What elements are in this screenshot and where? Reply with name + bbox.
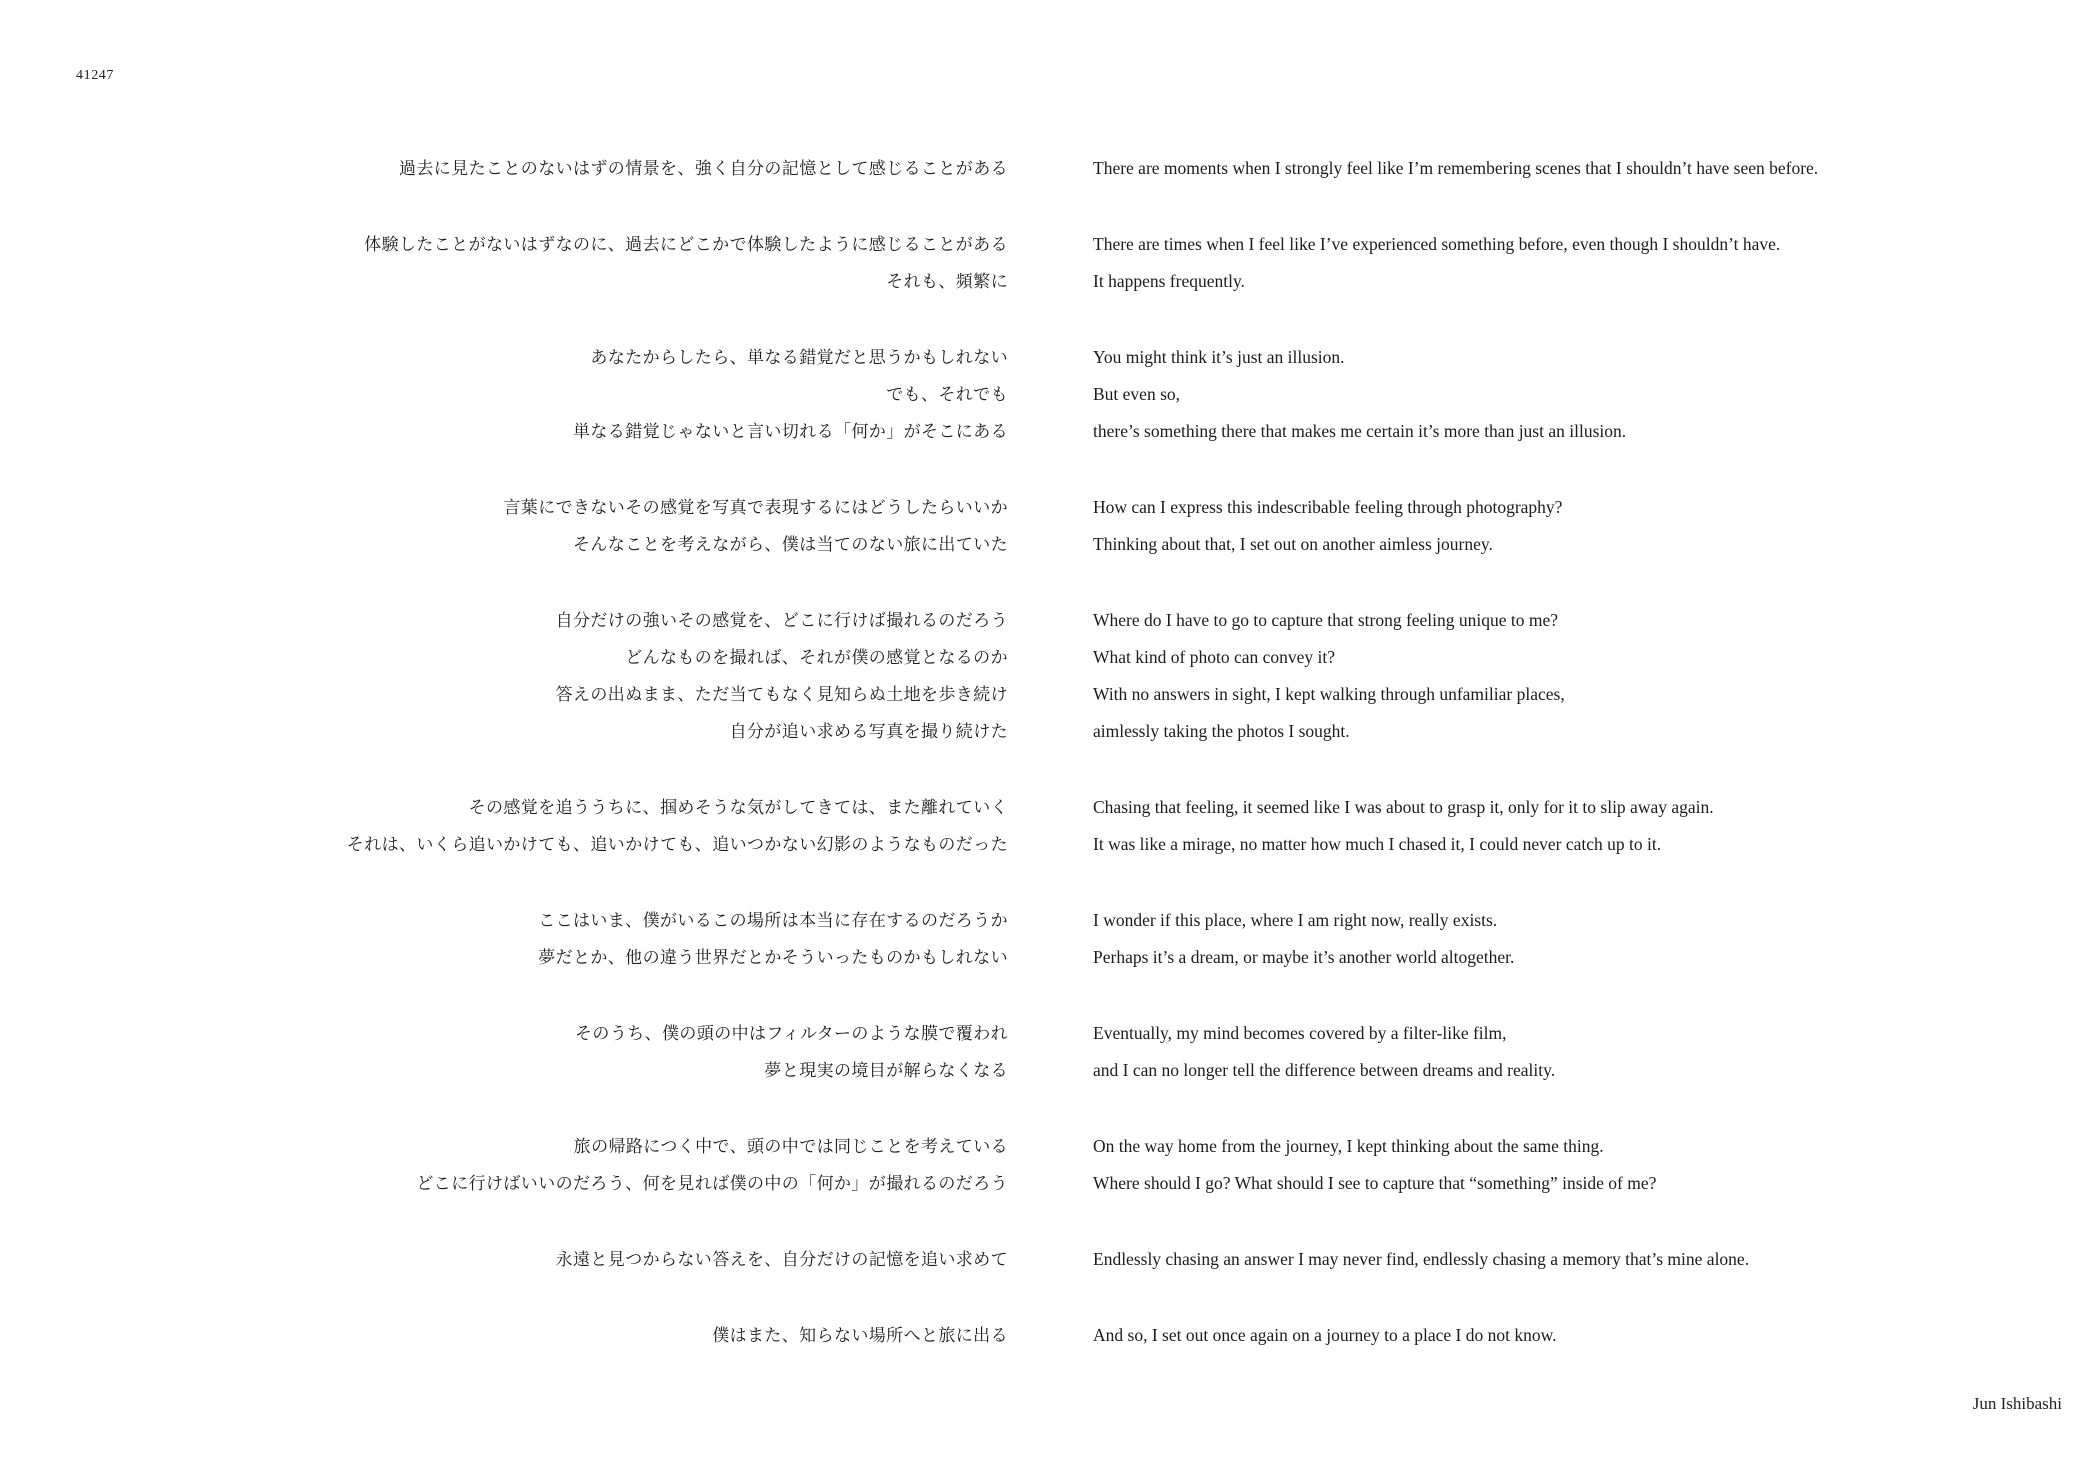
stanza-japanese bbox=[0, 1241, 1008, 1278]
stanza-japanese bbox=[0, 1128, 1008, 1202]
stanza bbox=[0, 226, 2095, 300]
stanza-japanese bbox=[0, 339, 1008, 450]
poem-line-japanese: 単なる錯覚じゃないと言い切れる「何か」がそこにある bbox=[573, 422, 1008, 441]
stanza bbox=[0, 1015, 2095, 1089]
stanza-japanese bbox=[0, 789, 1008, 863]
stanza-english bbox=[1093, 339, 2095, 450]
poem-line-japanese: 体験したことがないはずなのに、過去にどこかで体験したように感じることがある bbox=[364, 235, 1008, 254]
stanza-japanese bbox=[0, 902, 1008, 976]
author-credit: Jun Ishibashi bbox=[1972, 1394, 2062, 1413]
poem-line-english: How can I express this indescribable feeling through photography? bbox=[1093, 497, 1563, 517]
stanza-english bbox=[1093, 1317, 2095, 1354]
poem-line-english: Chasing that feeling, it seemed like I was about to grasp it, only for it to slip away again. bbox=[1093, 797, 1714, 817]
stanza-japanese bbox=[0, 489, 1008, 563]
poem-line-english: there’s something there that makes me certain it’s more than just an illusion. bbox=[1093, 421, 1627, 441]
poem-line-japanese: そんなことを考えながら、僕は当てのない旅に出ていた bbox=[573, 535, 1008, 554]
stanza bbox=[0, 1241, 2095, 1278]
poem-line-english: What kind of photo can convey it? bbox=[1093, 647, 1336, 667]
stanza bbox=[0, 602, 2095, 750]
stanza bbox=[0, 902, 2095, 976]
stanza bbox=[0, 1128, 2095, 1202]
poem-line-english: It happens frequently. bbox=[1093, 271, 1245, 291]
poem-line-japanese: そのうち、僕の頭の中はフィルターのような膜で覆われ bbox=[575, 1024, 1008, 1043]
stanza-english bbox=[1093, 789, 2095, 863]
poem-line-english: Thinking about that, I set out on another aimless journey. bbox=[1093, 534, 1493, 554]
poem-line-japanese: 永遠と見つからない答えを、自分だけの記憶を追い求めて bbox=[555, 1250, 1008, 1269]
poem-line-japanese: 答えの出ぬまま、ただ当てもなく見知らぬ土地を歩き続け bbox=[555, 685, 1008, 704]
stanza-japanese bbox=[0, 1015, 1008, 1089]
stanza bbox=[0, 150, 2095, 187]
stanza-english bbox=[1093, 1241, 2095, 1278]
poem-line-japanese: それも、頻繁に bbox=[886, 272, 1008, 291]
poem-line-japanese: 言葉にできないその感覚を写真で表現するにはどうしたらいいか bbox=[503, 498, 1008, 517]
stanza-english bbox=[1093, 1015, 2095, 1089]
poem-line-japanese: でも、それでも bbox=[886, 385, 1008, 404]
poem-line-japanese: 自分が追い求める写真を撮り続けた bbox=[729, 722, 1008, 741]
poem-line-japanese: ここはいま、僕がいるこの場所は本当に存在するのだろうか bbox=[538, 911, 1008, 930]
poem bbox=[0, 150, 2095, 1393]
stanza bbox=[0, 489, 2095, 563]
stanza bbox=[0, 339, 2095, 450]
stanza-japanese bbox=[0, 226, 1008, 300]
poem-line-english: And so, I set out once again on a journey to a place I do not know. bbox=[1093, 1325, 1557, 1345]
poem-line-japanese: 夢だとか、他の違う世界だとかそういったものかもしれない bbox=[538, 948, 1008, 967]
poem-line-japanese: それは、いくら追いかけても、追いかけても、追いつかない幻影のようなものだった bbox=[346, 835, 1008, 854]
poem-line-english: You might think it’s just an illusion. bbox=[1093, 347, 1345, 367]
poem-line-japanese: 過去に見たことのないはずの情景を、強く自分の記憶として感じることがある bbox=[399, 159, 1008, 178]
poem-line-japanese: 旅の帰路につく中で、頭の中では同じことを考えている bbox=[573, 1137, 1008, 1156]
poem-line-english: But even so, bbox=[1093, 384, 1181, 404]
poem-line-english: It was like a mirage, no matter how much I chased it, I could never catch up to it. bbox=[1093, 834, 1662, 854]
page-number: 41247 bbox=[76, 68, 114, 83]
poem-line-english: Where should I go? What should I see to capture that “something” inside of me? bbox=[1093, 1173, 1657, 1193]
poem-line-japanese: その感覚を追ううちに、掴めそうな気がしてきては、また離れていく bbox=[468, 798, 1008, 817]
stanza-english bbox=[1093, 902, 2095, 976]
poem-line-japanese: 僕はまた、知らない場所へと旅に出る bbox=[712, 1326, 1008, 1345]
stanza-japanese bbox=[0, 1317, 1008, 1354]
stanza-english bbox=[1093, 602, 2095, 750]
stanza bbox=[0, 1317, 2095, 1354]
poem-line-japanese: 夢と現実の境目が解らなくなる bbox=[764, 1061, 1008, 1080]
poem-line-english: aimlessly taking the photos I sought. bbox=[1093, 721, 1350, 741]
poem-line-english: Endlessly chasing an answer I may never find, endlessly chasing a memory that’s mine alone. bbox=[1093, 1249, 1750, 1269]
stanza-english bbox=[1093, 226, 2095, 300]
poem-line-english: There are moments when I strongly feel like I’m remembering scenes that I shouldn’t have seen before. bbox=[1093, 158, 1819, 178]
stanza-english bbox=[1093, 1128, 2095, 1202]
poem-line-english: With no answers in sight, I kept walking through unfamiliar places, bbox=[1093, 684, 1565, 704]
stanza-english bbox=[1093, 489, 2095, 563]
poem-line-english: On the way home from the journey, I kept thinking about the same thing. bbox=[1093, 1136, 1604, 1156]
stanza-english bbox=[1093, 150, 2095, 187]
poem-line-japanese: 自分だけの強いその感覚を、どこに行けば撮れるのだろう bbox=[555, 611, 1008, 630]
poem-line-japanese: どこに行けばいいのだろう、何を見れば僕の中の「何か」が撮れるのだろう bbox=[416, 1174, 1008, 1193]
poem-line-english: There are times when I feel like I’ve experienced something before, even though I shouldn’t have. bbox=[1093, 234, 1781, 254]
poem-line-english: and I can no longer tell the difference between dreams and reality. bbox=[1093, 1060, 1556, 1080]
poem-line-japanese: どんなものを撮れば、それが僕の感覚となるのか bbox=[625, 648, 1008, 667]
poem-line-english: I wonder if this place, where I am right now, really exists. bbox=[1093, 910, 1498, 930]
poem-line-english: Where do I have to go to capture that strong feeling unique to me? bbox=[1093, 610, 1559, 630]
stanza-japanese bbox=[0, 602, 1008, 750]
poem-line-english: Eventually, my mind becomes covered by a filter-like film, bbox=[1093, 1023, 1507, 1043]
stanza bbox=[0, 789, 2095, 863]
poem-line-english: Perhaps it’s a dream, or maybe it’s another world altogether. bbox=[1093, 947, 1515, 967]
poem-line-japanese: あなたからしたら、単なる錯覚だと思うかもしれない bbox=[590, 348, 1008, 367]
stanza-japanese bbox=[0, 150, 1008, 187]
